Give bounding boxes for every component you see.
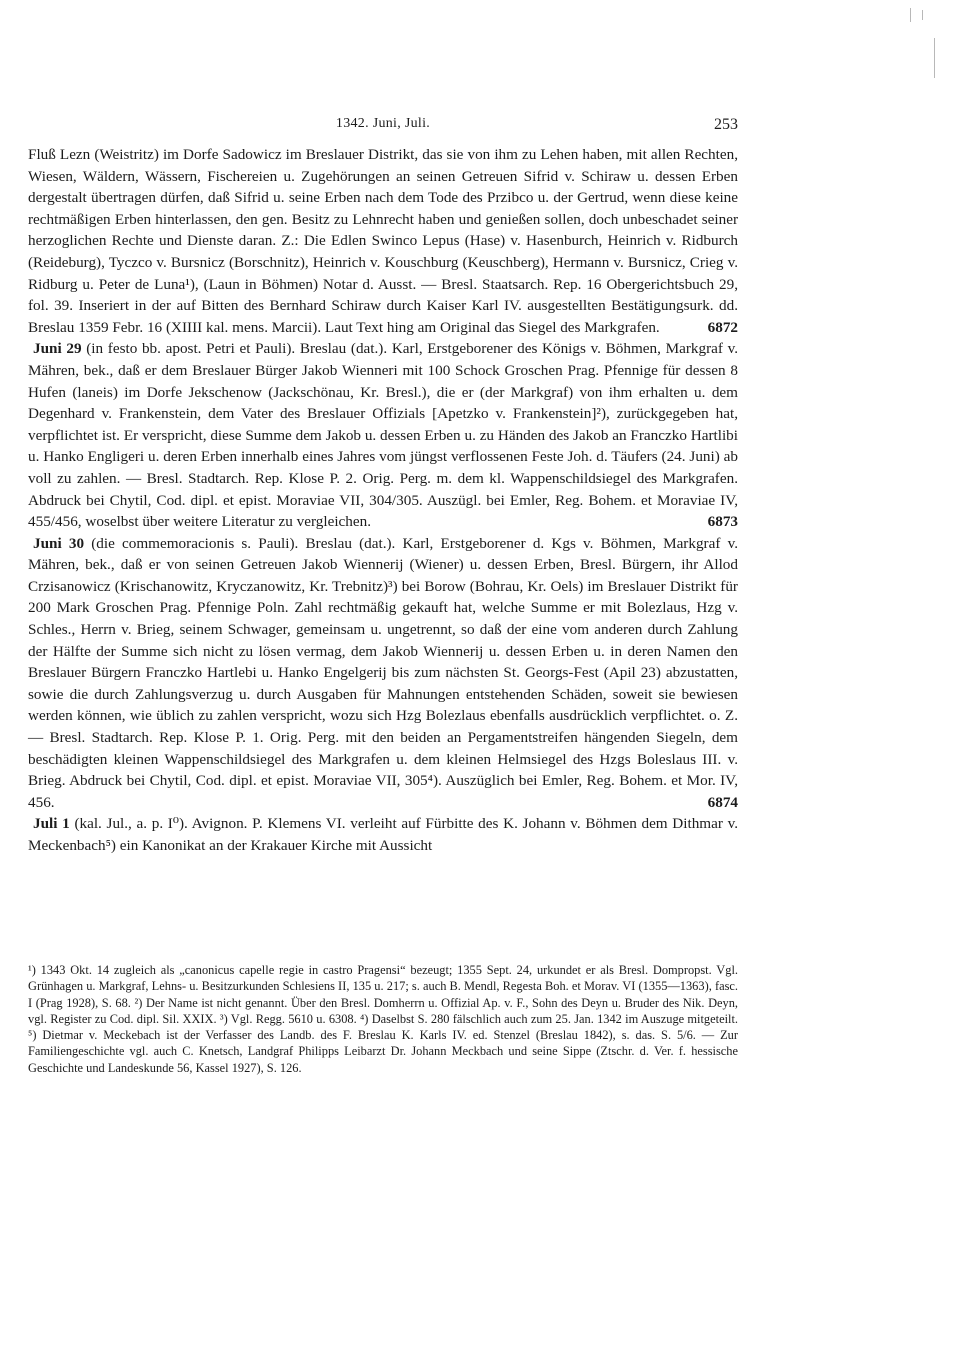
regest-number: 6872 <box>707 318 738 336</box>
regest-text: (in festo bb. apost. Petri et Pauli). Breslau (dat.). Karl, Erstgeborener des Königs v. Böhmen, Markgraf v. Mähren, bek., daß er dem Breslauer Bürger Jakob Wienneri mit 100 Schock Groschen Prag. Pfennige für dessen 8 Hufen (laneis) im Dorfe Jekschenow (Jackschönau, Kr. Bresl.), die er (der Markgraf) von ihm erhalten u. dem Degenhard v. Frankenstein, dem Vater des Breslauer Offizials [Apetzko v. Frankenstein]²), zurückgegeben hat, verpflichtet ist. Er verspricht, diese Summe dem Jakob u. dessen Erben u. zu Händen des Jakob an Franczko Hartlibi u. Hanko Engligeri u. deren Erben innerhalb eines Jahres vom jüngst verflossenen Feste Joh. d. Täufers (24. Juni) ab voll zu zahlen. — Bresl. Stadtarch. Rep. Klose P. 2. Orig. Perg. m. dem kl. Wappenschildsiegel des Markgrafen. Abdruck bei Chytil, Cod. dipl. et epist. Moraviae VII, 304/305. Auszügl. bei Emler, Reg. Bohem. et Moraviae IV, 455/456, woselbst über weitere Literatur zu vergleichen. <box>28 340 738 531</box>
regest-number: 6874 <box>707 793 738 811</box>
scan-margin-artifact <box>900 8 950 88</box>
footnote-block: ¹) 1343 Okt. 14 zugleich als „canonicus capelle regie in castro Pragensi“ bezeugt; 1355 Sept. 24, urkundet er als Bresl. Dompropst. Vgl. Grünhagen u. Markgraf, Lehns- u. Besitzurkunden Schlesiens II, 135 u. 217; s. auch B. Mendl, Regesta Boh. et Morav. VI (1355—1363), fasc. I (Prag 1928), S. 68. ²) Der Name ist nicht genannt. Über den Bresl. Domherrn u. Offizial Ap. v. F., Sohn des Deyn u. Bruder des Nik. Deyn, vgl. Register zu Cod. dipl. Sil. XXIX. ³) Vgl. Regg. 5610 u. 6308. ⁴) Daselbst S. 280 fälschlich auch zum 25. Jan. 1342 im Auszuge mitgeteilt. ⁵) Dietmar v. Meckebach ist der Verfasser des Landb. des F. Breslau K. Karls IV. ed. Stenzel (Breslau 1842), s. das. S. 5/6. — Zur Familiengeschichte vgl. auch C. Knetsch, Landgraf Philipps Leibarzt Dr. Johann Meckbach und seine Sippe (Ztschr. d. Ver. f. hessische Geschichte und Landeskunde 56, Kassel 1927), S. 126. <box>28 963 738 1075</box>
regest-number: 6873 <box>707 513 738 531</box>
regest-date: Juni 29 <box>33 340 82 358</box>
footnotes <box>28 962 738 1076</box>
running-title: 1342. Juni, Juli. <box>335 116 431 131</box>
regest-date: Juli 1 <box>33 815 70 833</box>
regest-entry <box>28 144 738 338</box>
page-number: 253 <box>714 116 738 133</box>
regest-date: Juni 30 <box>33 534 85 552</box>
running-header <box>28 116 738 136</box>
regest-entry <box>28 533 738 814</box>
regest-entry <box>28 338 738 532</box>
main-text <box>28 144 738 857</box>
regest-text: (kal. Jul., a. p. I⁰). Avignon. P. Klemens VI. verleiht auf Fürbitte des K. Johann v. Böhmen dem Dithmar v. Meckenbach⁵) ein Kanonikat an der Krakauer Kirche mit Aussicht <box>28 815 738 854</box>
regest-entry <box>28 813 738 856</box>
regest-text: (die commemoracionis s. Pauli). Breslau (dat.). Karl, Erstgeborener d. Kgs v. Böhmen, Markgraf v. Mähren, bek., daß er von seinen Getreuen Jakob Wiennerij (Wiener) u. dessen Erben, Bresl. Bürgern, ihr Allod Crzisanowicz (Krischanowitz, Kryczanowitz, Kr. Trebnitz)³) bei Borow (Bohrau, Kr. Oels) im Breslauer Distrikt für 200 Mark Groschen Prag. Pfennige Poln. Zahl rechtmäßig gekauft hat, welche Summe er mit Bolezlaus, Hzg v. Schles., Herrn v. Brieg, seinem Schwager, gemeinsam u. ungetrennt, so daß der eine vom anderen durch Zahlung der Hälfte der Summe sich nicht zu lösen vermag, dem Jakob Wiennerij u. dessen Erben u. in deren Namen den Breslauer Bürgern Franczko Hartlebi u. Hanko Engelgerij bis zum nächsten St. Georgs-Fest (Apil 23) abzustatten, sowie die durch Zahlungsverzug u. durch Ausgaben für Mahnungen entstehenden Schäden, soweit sie bewiesen werden können, wie üblich zu zahlen verspricht, wozu sich Hzg Bolezlaus ebenfalls ausdrücklich verpflichtet. o. Z. — Bresl. Stadtarch. Rep. Klose P. 1. Orig. Perg. mit den beiden an Pergamentstreifen hängenden Siegeln, dem beschädigten kleinen Wappenschildsiegel des Markgrafen u. dem kleinen Helmsiegel des Hzgs Boleslaus III. v. Brieg. Abdruck bei Chytil, Cod. dipl. et epist. Moraviae VII, 305⁴). Auszüglich bei Emler, Reg. Bohem. et Mor. IV, 456. <box>28 534 738 811</box>
regest-text: Fluß Lezn (Weistritz) im Dorfe Sadowicz im Breslauer Distrikt, das sie von ihm zu Lehen haben, mit allen Rechten, Wiesen, Wäldern, Wässern, Fischereien u. Zugehörungen an seinen Getreuen Sifrid v. Schiraw u. dessen Erben dergestalt übertragen dürfen, daß Sifrid u. seine Erben nach dem Tode des Przibco u. der Gertrud, wenn diese keine rechtmäßigen Erben hinterlassen, den gen. Besitz zu Lehnrecht haben und genießen sollen, doch unbeschadet seiner herzoglichen Rechte und Dienste daran. Z.: Die Edlen Swinco Lepus (Hase) v. Hasenburch, Heinrich v. Ridburch (Reideburg), Tyczco v. Bursnicz (Borschnitz), Heinrich v. Kouschburg (Keuschberg), Hermann v. Bursnicz, Crieg v. Ridburg u. Peter de Luna¹), (Laun in Böhmen) Notar d. Ausst. — Bresl. Staatsarch. Rep. 16 Obergerichtsbuch 29, fol. 39. Inseriert in der auf Bitten des Bernhard Schiraw durch Kaiser Karl IV. ausgestellten Bestätigungsurk. dd. Breslau 1359 Febr. 16 (XIIII kal. mens. Marcii). Laut Text hing am Original das Siegel des Markgrafen. <box>28 146 738 336</box>
